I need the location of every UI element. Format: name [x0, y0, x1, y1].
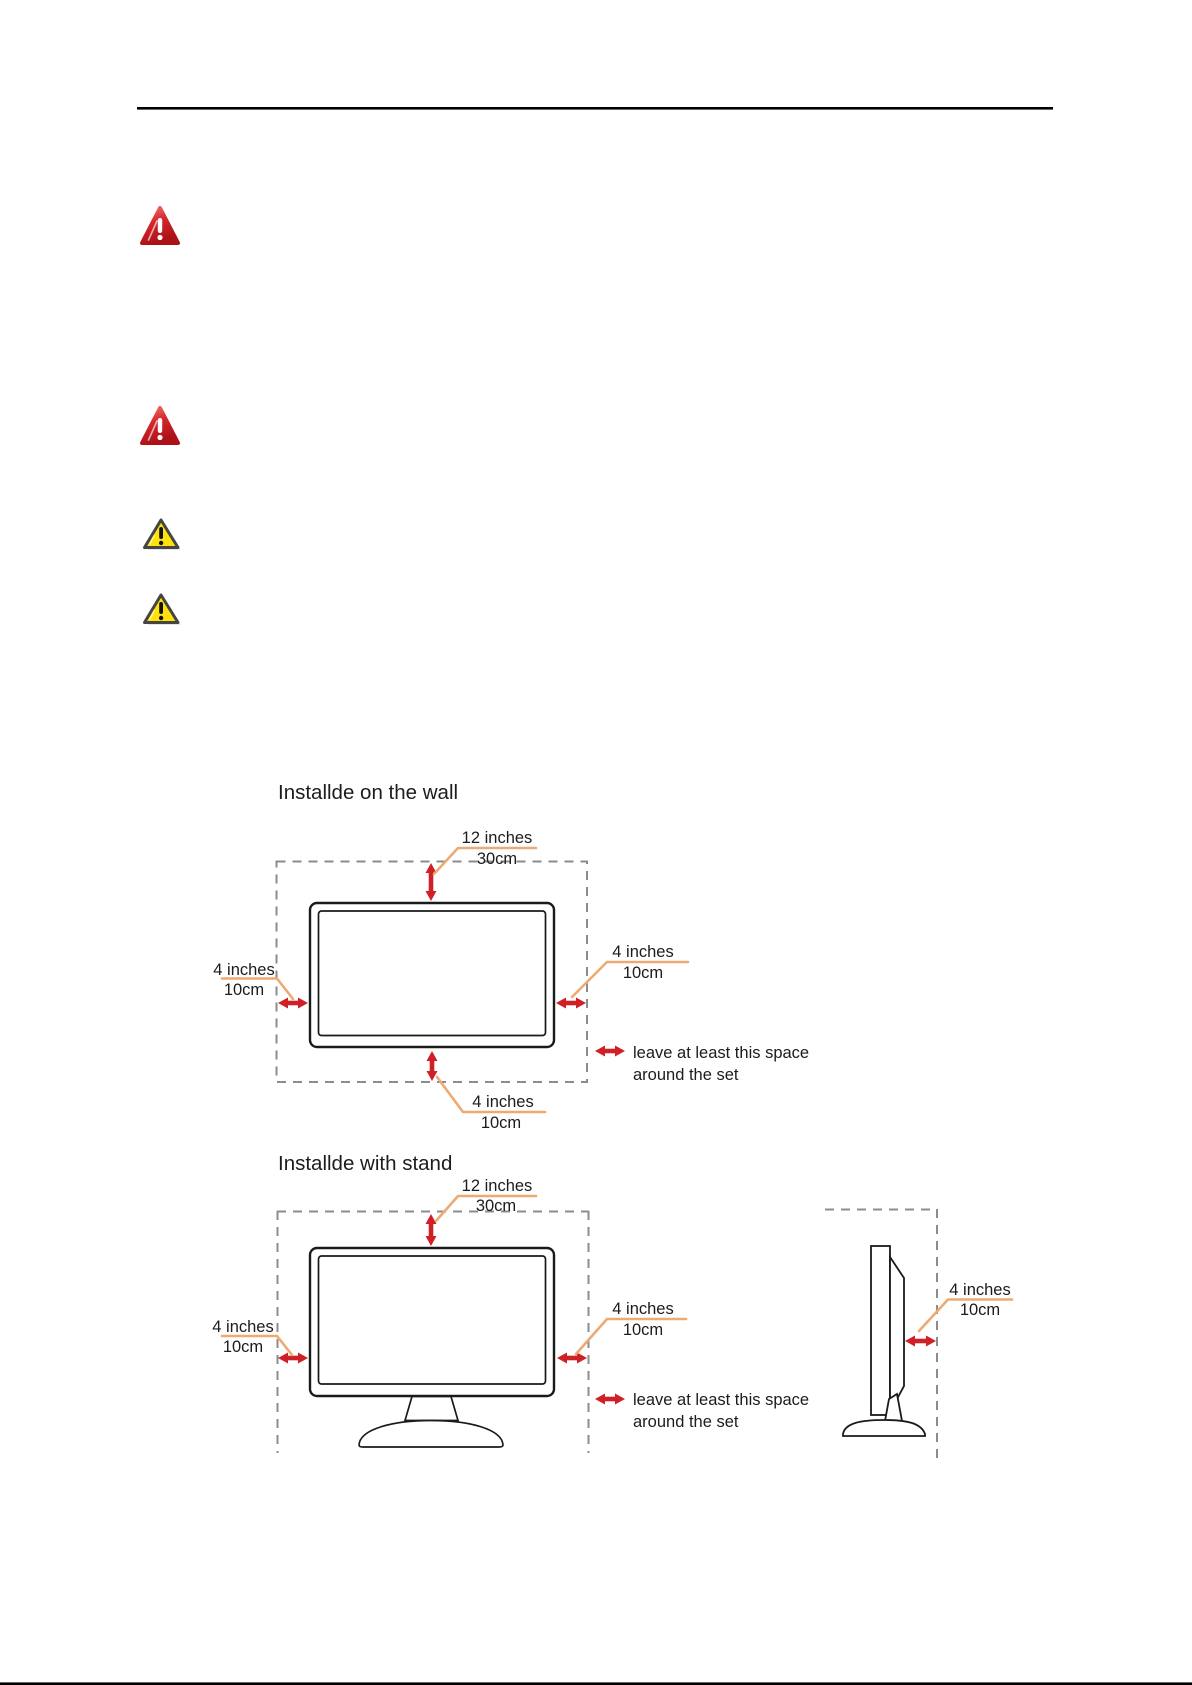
- warning-icon-red: [142, 408, 178, 443]
- wall-top-label-cm: 30cm: [476, 850, 518, 868]
- stand-note-line1: leave at least this space: [633, 1391, 810, 1409]
- stand-top-label-inches: 12 inches: [461, 1177, 533, 1195]
- stand-side-view: [825, 1209, 1012, 1462]
- wall-right-label-cm: 10cm: [622, 964, 664, 982]
- stand-note-arrow-icon: [595, 1394, 625, 1405]
- side-monitor-back: [890, 1257, 904, 1412]
- wall-diagram-title: Installde on the wall: [278, 781, 459, 804]
- stand-left-label-cm: 10cm: [222, 1338, 264, 1356]
- stand-monitor-screen: [319, 1256, 546, 1384]
- wall-right-label-inches: 4 inches: [612, 943, 674, 961]
- wall-left-label-inches: 4 inches: [213, 961, 275, 979]
- stand-right-label-cm: 10cm: [622, 1321, 664, 1339]
- stand-left-label-inches: 4 inches: [212, 1318, 274, 1336]
- wall-top-clearance-arrow-icon: [426, 863, 437, 901]
- stand-diagram: [212, 1152, 1012, 1462]
- stand-right-clearance-arrow-icon: [557, 1353, 587, 1364]
- stand-monitor-base: [359, 1421, 503, 1448]
- stand-monitor-neck: [405, 1397, 458, 1421]
- wall-note-line2: around the set: [633, 1066, 739, 1084]
- side-monitor-base: [843, 1420, 925, 1436]
- wall-bottom-label-inches: 4 inches: [472, 1093, 534, 1111]
- wall-note-line1: leave at least this space: [633, 1044, 810, 1062]
- side-label-cm: 10cm: [959, 1301, 1001, 1319]
- stand-right-label-inches: 4 inches: [612, 1300, 674, 1318]
- wall-note-arrow-icon: [595, 1046, 625, 1057]
- wall-bottom-label-cm: 10cm: [480, 1114, 522, 1132]
- stand-top-clearance-arrow-icon: [426, 1214, 437, 1246]
- side-clearance-arrow-icon: [905, 1336, 936, 1347]
- stand-note-line2: around the set: [633, 1413, 739, 1431]
- stand-left-clearance-arrow-icon: [278, 1353, 308, 1364]
- wall-right-clearance-arrow-icon: [556, 998, 586, 1009]
- wall-left-label-cm: 10cm: [223, 981, 265, 999]
- warning-icon-red: [142, 208, 178, 243]
- wall-monitor-screen: [319, 911, 546, 1036]
- warning-icon-yellow: [145, 595, 181, 625]
- side-monitor-panel: [871, 1246, 890, 1415]
- side-label-inches: 4 inches: [949, 1281, 1011, 1299]
- header-rule: [137, 107, 1053, 110]
- wall-diagram: [213, 781, 809, 1132]
- stand-diagram-title: Installde with stand: [278, 1152, 453, 1175]
- stand-top-label-cm: 30cm: [475, 1197, 517, 1215]
- warning-icon-yellow: [145, 520, 181, 550]
- wall-top-label-inches: 12 inches: [461, 829, 533, 847]
